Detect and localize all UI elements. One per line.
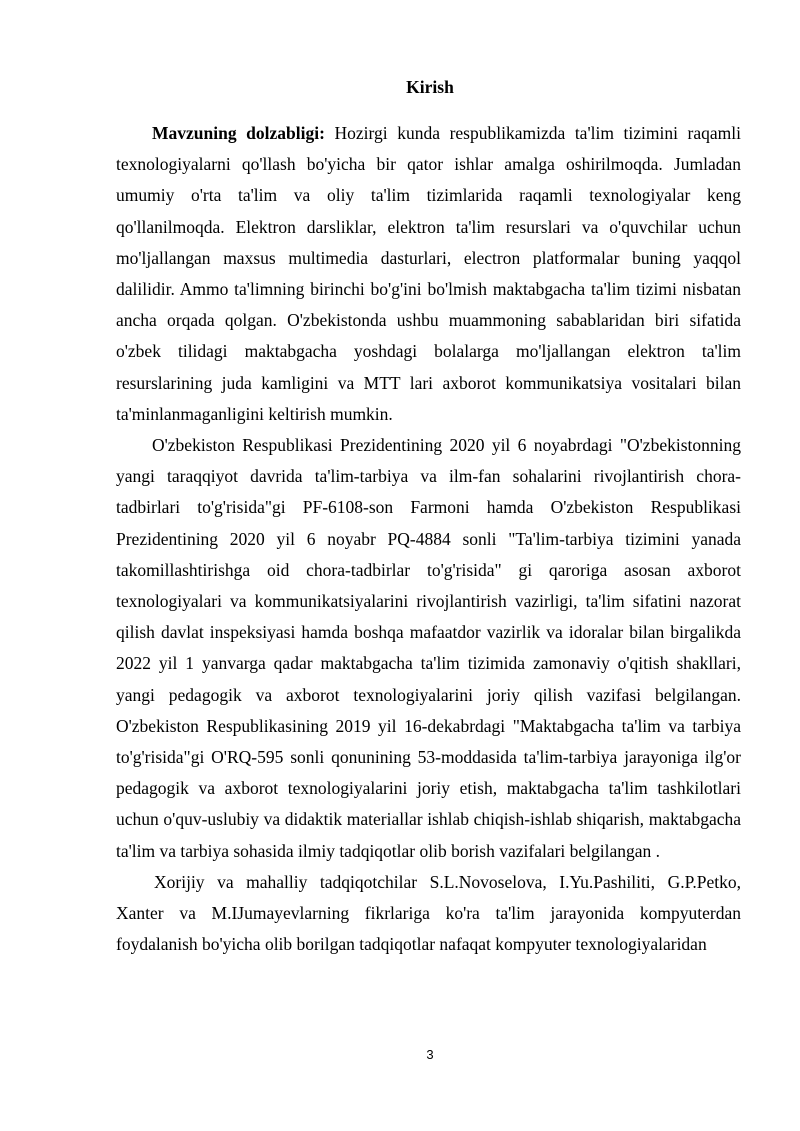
- section-title: Kirish: [406, 77, 454, 97]
- page-number: 3: [426, 1047, 434, 1062]
- paragraph-text: Hozirgi kunda respublikamizda ta'lim tizimini raqamli texnologiyalarni qo'llash bo'yicha bir qator ishlar amalga oshirilmoqda. Jumladan umumiy o'rta ta'lim va oliy ta'lim tizimlarida raqamli texnologiyalar keng qo'llanilmoqda. Elektron darsliklar, elektron ta'lim resurslari va o'quvchilar uchun mo'ljallangan maxsus multimedia dasturlari, electron platformalar buning yaqqol dalilidir. Ammo ta'limning birinchi bo'g'ini bo'lmish maktabgacha ta'lim tizimi nisbatan ancha orqada qolgan. O'zbekistonda ushbu muammoning sabablaridan biri sifatida o'zbek tilidagi maktabgacha yoshdagi bolalarga mo'ljallangan elektron ta'lim resurslarining juda kamligini va MTT lari axborot kommunikatsiya vositalari bilan ta'minlanmaganligini keltirish mumkin.: [116, 123, 741, 424]
- paragraph-relevance: [116, 118, 741, 430]
- document-body: [116, 118, 741, 960]
- paragraph-decrees: O'zbekiston Respublikasi Prezidentining 2020 yil 6 noyabrdagi "O'zbekistonning yangi taraqqiyot davrida ta'lim-tarbiya va ilm-fan sohalarini rivojlantirish chora-tadbirlari to'g'risida"gi PF-6108-son Farmoni hamda O'zbekiston Respublikasi Prezidentining 2020 yil 6 noyabr PQ-4884 sonli "Ta'lim-tarbiya tizimini yanada takomillashtirishga oid chora-tadbirlar to'g'risida" gi qaroriga asosan axborot texnologiyalari va kommunikatsiyalarini rivojlantirish vazirligi, ta'lim sifatini nazorat qilish davlat inspeksiyasi hamda boshqa mafaatdor vazirlik va idoralar bilan birgalikda 2022 yil 1 yanvarga qadar maktabgacha ta'lim tizimida zamonaviy o'qitish shakllari, yangi pedagogik va axborot texnologiyalarini joriy qilish vazifasi belgilangan. O'zbekiston Respublikasining 2019 yil 16-dekabrdagi "Maktabgacha ta'lim va tarbiya to'g'risida"gi O'RQ-595 sonli qonunining 53-moddasida ta'lim-tarbiya jarayoniga ilg'or pedagogik va axborot texnologiyalarini joriy etish, maktabgacha ta'lim tashkilotlari uchun o'quv-uslubiy va didaktik materiallar ishlab chiqish-ishlab shiqarish, maktabgacha ta'lim va tarbiya sohasida ilmiy tadqiqotlar olib borish vazifalari belgilangan .: [116, 435, 741, 861]
- paragraph-lead: Mavzuning dolzabligi:: [152, 123, 325, 143]
- paragraph-researchers: Xorijiy va mahalliy tadqiqotchilar S.L.Novoselova, I.Yu.Pashiliti, G.P.Petko, Xanter va M.IJumayevlarning fikrlariga ko'ra ta'lim jarayonida kompyuterdan foydalanish bo'yicha olib borilgan tadqiqotlar nafaqat kompyuter texnologiyalaridan: [116, 871, 741, 955]
